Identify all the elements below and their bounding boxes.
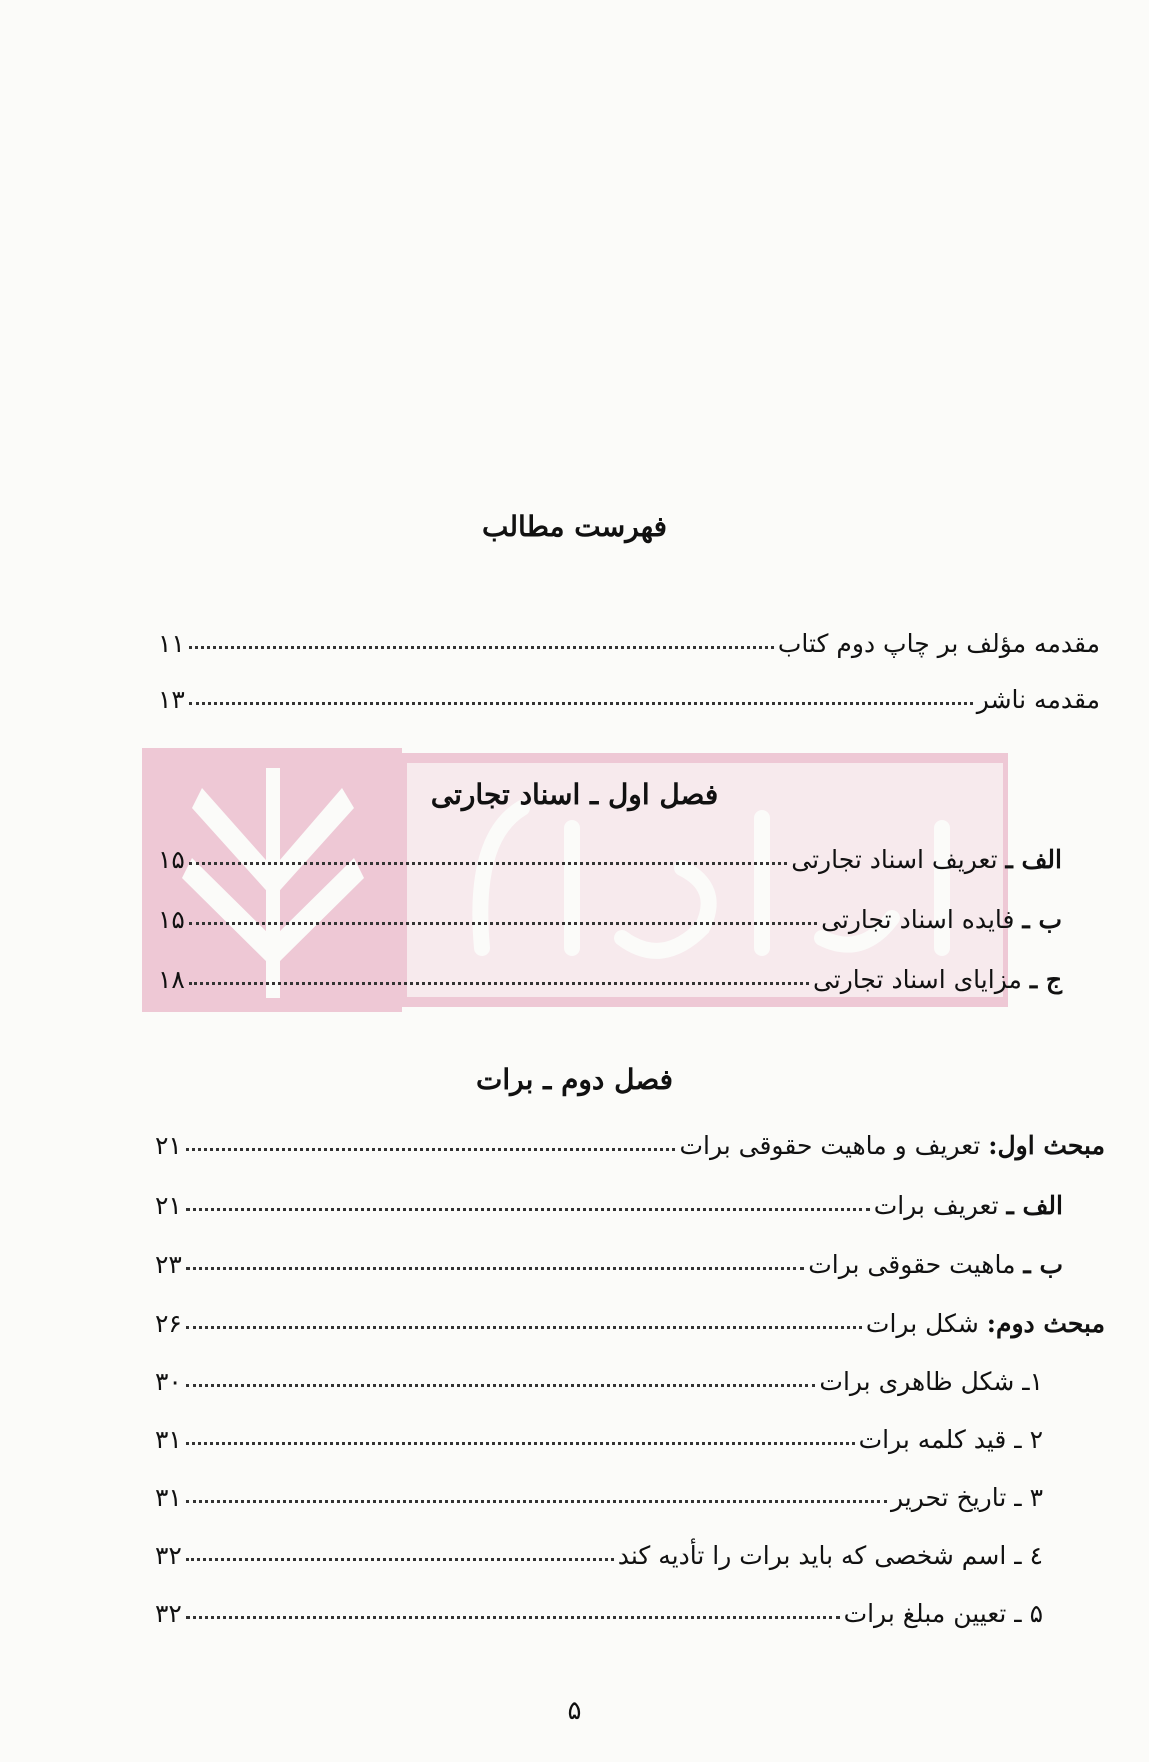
toc-page-number: ۱۵: [158, 905, 185, 934]
leader-dots: [186, 1148, 676, 1151]
toc-entry-text: تعریف و ماهیت حقوقی برات: [679, 1131, 989, 1160]
toc-entry-text: تعریف برات: [873, 1191, 1007, 1220]
toc-entry[interactable]: [155, 1176, 1063, 1220]
toc-entry[interactable]: [155, 1468, 1043, 1512]
toc-entry-text: شکل برات: [865, 1309, 987, 1338]
chapter-heading: فصل اول ـ اسناد تجارتی: [430, 778, 719, 811]
toc-entry-title: ۲ ـ قید کلمه برات: [858, 1425, 1043, 1454]
leader-dots: [186, 1500, 887, 1503]
toc-entry[interactable]: [158, 614, 1100, 658]
toc-entry[interactable]: [155, 1116, 1105, 1160]
toc-entry[interactable]: [158, 830, 1062, 874]
toc-entry-title: مقدمه ناشر: [976, 685, 1100, 714]
toc-page-number: ۱۱: [158, 629, 185, 658]
toc-entry-text: مزایای اسناد تجارتی: [812, 965, 1030, 994]
toc-entry-title: مقدمه مؤلف بر چاپ دوم کتاب: [777, 629, 1100, 658]
leader-dots: [189, 982, 809, 985]
toc-entry-title: ٤ ـ اسم شخصی که باید برات را تأدیه کند: [617, 1541, 1043, 1570]
toc-entry-prefix: مبحث دوم:: [986, 1309, 1105, 1338]
toc-entry-title: [813, 965, 1062, 994]
toc-page-number: ۲۱: [155, 1131, 182, 1160]
toc-entry[interactable]: [155, 1526, 1043, 1570]
toc-entry-text: تعریف اسناد تجارتی: [791, 845, 1006, 874]
toc-entry-prefix: ب ـ: [1022, 905, 1062, 934]
toc-page-number: ۲۱: [155, 1191, 182, 1220]
leader-dots: [186, 1326, 862, 1329]
toc-page-number: ۱۳: [158, 685, 185, 714]
toc-entry-prefix: ج ـ: [1029, 965, 1062, 994]
toc-entry-prefix: الف ـ: [1005, 845, 1062, 874]
toc-page-number: ۳۰: [155, 1367, 182, 1396]
toc-entry-title: [866, 1309, 1105, 1338]
toc-entry-title: [874, 1191, 1063, 1220]
leader-dots: [186, 1208, 870, 1211]
leader-dots: [189, 646, 774, 649]
toc-entry-title: [808, 1250, 1063, 1279]
leader-dots: [186, 1442, 855, 1445]
toc-entry[interactable]: [155, 1584, 1043, 1628]
toc-page-number: ۳۱: [155, 1483, 182, 1512]
toc-entry-title: [821, 905, 1062, 934]
toc-entry-title: ۱ـ شکل ظاهری برات: [819, 1367, 1043, 1396]
toc-entry[interactable]: [155, 1294, 1105, 1338]
toc-entry-prefix: الف ـ: [1006, 1191, 1063, 1220]
toc-page-number: ۱۵: [158, 845, 185, 874]
toc-entry-prefix: ب ـ: [1023, 1250, 1063, 1279]
toc-page-number: ۲۶: [155, 1309, 182, 1338]
toc-entry[interactable]: [158, 890, 1062, 934]
toc-entry[interactable]: [158, 670, 1100, 714]
leader-dots: [189, 862, 787, 865]
toc-page-number: ۱۸: [158, 965, 185, 994]
leader-dots: [186, 1384, 816, 1387]
toc-entry-text: فایده اسناد تجارتی: [821, 905, 1023, 934]
leader-dots: [186, 1267, 804, 1270]
page-title: فهرست مطالب: [482, 510, 667, 543]
toc-entry-prefix: مبحث اول:: [988, 1131, 1105, 1160]
toc-page-number: ۳۲: [155, 1541, 182, 1570]
toc-entry[interactable]: [155, 1352, 1043, 1396]
chapter-heading: فصل دوم ـ برات: [475, 1063, 674, 1096]
page-number: ۵: [567, 1696, 582, 1726]
toc-entry-title: ۳ ـ تاریخ تحریر: [891, 1483, 1043, 1512]
toc-entry-title: ۵ ـ تعیین مبلغ برات: [843, 1599, 1043, 1628]
leader-dots: [186, 1616, 840, 1619]
leader-dots: [189, 702, 973, 705]
toc-entry[interactable]: [155, 1410, 1043, 1454]
toc-page-number: ۳۲: [155, 1599, 182, 1628]
toc-entry-text: ماهیت حقوقی برات: [808, 1250, 1024, 1279]
leader-dots: [186, 1558, 614, 1561]
toc-page-number: ۲۳: [155, 1250, 182, 1279]
toc-entry-title: [791, 845, 1062, 874]
toc-page-number: ۳۱: [155, 1425, 182, 1454]
leader-dots: [189, 922, 817, 925]
toc-entry[interactable]: [158, 950, 1062, 994]
toc-entry[interactable]: [155, 1235, 1063, 1279]
toc-entry-title: [679, 1131, 1105, 1160]
